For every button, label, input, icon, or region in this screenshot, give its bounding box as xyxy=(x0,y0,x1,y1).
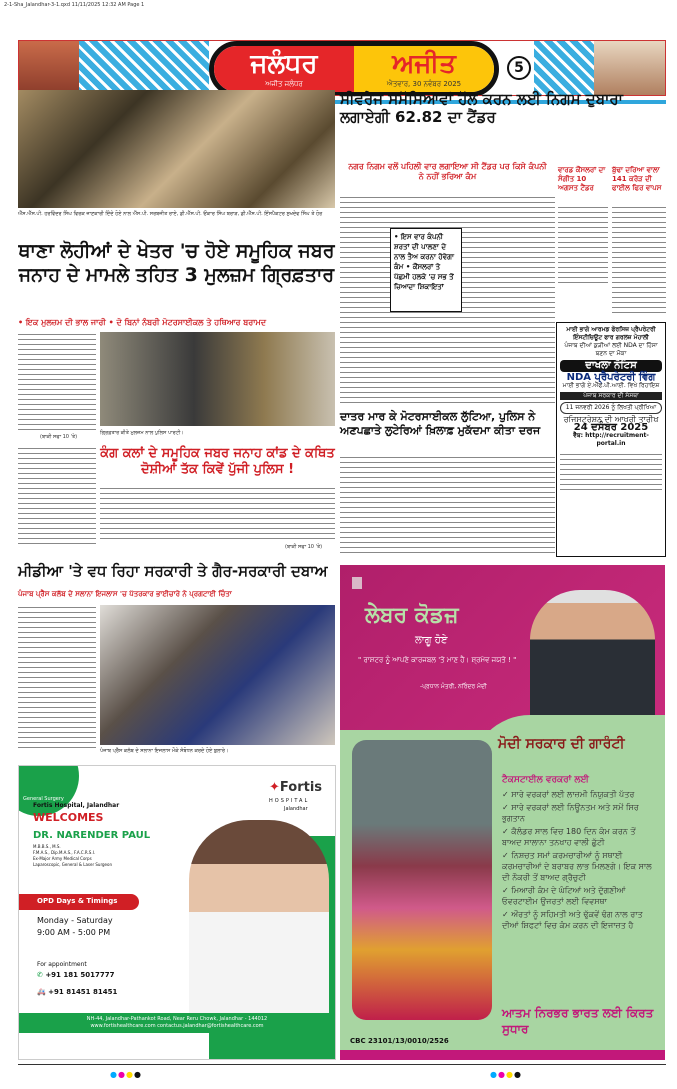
story7-photo-caption: ਪੰਜਾਬ ਪ੍ਰੈੱਸ ਕਲੱਬ ਦੇ ਸਲਾਨਾ ਇਜਲਾਸ ਮੌਕੇ ਸੰਬੋਧਨ ਕਰਦੇ ਹੋਏ ਬੁਲਾਰੇ। xyxy=(100,748,229,754)
story3-subhead: ਨਗਰ ਨਿਗਮ ਵਲੋਂ ਪਹਿਲੀ ਵਾਰ ਲਗਾਇਆ ਸੀ ਟੈਂਡਰ ਪਰ ਕਿਸੇ ਕੰਪਨੀ ਨੇ ਨਹੀਂ ਭਰਿਆ ਕੰਮ xyxy=(348,162,547,181)
masthead-edition: ਅਜੀਤ ਜਲੰਧਰ xyxy=(265,80,303,88)
story3-sidebar: • ਇਸ ਵਾਰ ਕੰਪਨੀ ਸ਼ਰਤਾਂ ਦੀ ਪਾਲਣਾ ਦੇ ਨਾਲ ਤੈਅ ਕਰਨਾ ਹੋਵੇਗਾ ਕੰਮ • ਕੌਂਸਲਰਾਂ ਤੇ ਪੱਛਮੀ ਹਲਕੇ 'ਚ ਸਭ ਤੋਂ ਜ਼ਿਆਦਾ ਸ਼ਿਕਾਇਤਾਂ xyxy=(390,228,462,312)
recruit-wing-sub: ਮਾਈ ਭਾਗੋ ਏ.ਐੱਫ.ਪੀ.ਆਈ. ਵਿਖੇ ਰਿਹਾਇਸ਼ xyxy=(562,382,660,389)
labour-point: ✓ ਮਿਆਰੀ ਕੰਮ ਦੇ ਘੰਟਿਆਂ ਅਤੇ ਦੁੱਗਣੀਆਂ ਓਵਰਟਾਈਮ ਉਜਰਤਾਂ ਲਈ ਵਿਵਸਥਾ xyxy=(502,886,626,906)
story6-headline: ਦਾਤਰ ਮਾਰ ਕੇ ਮੋਟਰਸਾਈਕਲ ਲੁੱਟਿਆ, ਪੁਲਿਸ ਨੇ ਅਣਪਛਾਤੇ ਲੁਟੇਰਿਆਂ ਖ਼ਿਲਾਫ਼ ਮੁਕੱਦਮਾ ਕੀਤਾ ਦਰਜ xyxy=(340,410,541,437)
phone-1[interactable] xyxy=(37,971,115,979)
fortis-web[interactable]: www.fortishealthcare.com contactus.jalandhar@fortishealthcare.com xyxy=(90,1023,264,1029)
story4-headline: ਵਾਰਡ ਕੌਂਸਲਰਾਂ ਦਾ ਸੰਗੀਤ 10 ਅਗਸਤ ਟੈਂਡਰ xyxy=(558,166,606,192)
emblem-icon xyxy=(352,577,362,589)
story7-headline: ਮੀਡੀਆ 'ਤੇ ਵਧ ਰਿਹਾ ਸਰਕਾਰੀ ਤੇ ਗੈਰ-ਸਰਕਾਰੀ ਦਬਾਅ xyxy=(18,562,328,580)
recruit-govt: ਪੰਜਾਬ ਸਰਕਾਰ ਦੀ ਸੰਸਥਾ xyxy=(560,392,662,400)
ambulance-icon: 🚑 xyxy=(37,988,49,996)
masthead-pattern xyxy=(534,41,594,95)
labour-point-text: ਸਾਰੇ ਵਰਕਰਾਂ ਲਈ ਨਿਊਨਤਮ ਅਤੇ ਸਮੇਂ ਸਿਰ ਭੁਗਤਾਨ xyxy=(502,803,639,823)
recruit-tagline: ਪੰਜਾਬ ਦੀਆਂ ਕੁੜੀਆਂ ਲਈ NDA ਦਾ ਹਿੱਸਾ ਬਣਨ ਦਾ ਮੌਕਾ xyxy=(564,342,658,357)
fortis-footer xyxy=(19,1013,335,1033)
story2-continued: (ਬਾਕੀ ਸਫਾ 10 'ਤੇ) xyxy=(285,544,323,550)
labour-slogan: ਆਤਮ ਨਿਰਭਰ ਭਾਰਤ ਲਈ ਕਿਰਤ ਸੁਧਾਰ xyxy=(502,1006,654,1036)
story3-headline: ਸੀਵਰੇਜ ਸਮੱਸਿਆਵਾਂ ਹੱਲ ਕਰਨ ਲਈ ਨਿਗਮ ਦੁਬਾਰਾ ਲਗਾਏਗੀ 62.82 ਦਾ ਟੈਂਡਰ xyxy=(340,90,623,126)
whatsapp-icon: ✆ xyxy=(37,971,46,979)
story1-headline: ਥਾਣਾ ਲੋਹੀਆਂ ਦੇ ਖੇਤਰ 'ਚ ਹੋਏ ਸਮੂਹਿਕ ਜਬਰ ਜਨਾਹ ਦੇ ਮਾਮਲੇ ਤਹਿਤ 3 ਮੁਲਜ਼ਮ ਗ੍ਰਿਫ਼ਤਾਰ xyxy=(18,240,335,286)
story1-continued: (ਬਾਕੀ ਸਫਾ 10 'ਤੇ) xyxy=(40,434,78,440)
story1-body-cont xyxy=(18,446,96,546)
labour-points xyxy=(502,789,657,933)
labour-ad-title: ਲੇਬਰ ਕੋਡਜ਼ xyxy=(365,603,459,628)
labour-point: ✓ ਕੈਲੰਡਰ ਸਾਲ ਵਿਚ 180 ਦਿਨ ਕੰਮ ਕਰਨ ਤੋਂ ਬਾਅਦ ਸਾਲਾਨਾ ਤਨਖਾਹ ਵਾਲੀ ਛੁੱਟੀ xyxy=(502,827,636,847)
labour-point: ✓ ਔਰਤਾਂ ਨੂੰ ਸਹਿਮਤੀ ਅਤੇ ਢੁੱਕਵੇਂ ਢੰਗ ਨਾਲ ਰਾਤ ਦੀਆਂ ਸ਼ਿਫਟਾਂ ਵਿਚ ਕੰਮ ਕਰਨ ਦੀ ਇਜਾਜ਼ਤ ਹੈ xyxy=(502,910,643,930)
labour-point-text: ਔਰਤਾਂ ਨੂੰ ਸਹਿਮਤੀ ਅਤੇ ਢੁੱਕਵੇਂ ਢੰਗ ਨਾਲ ਰਾਤ ਦੀਆਂ ਸ਼ਿਫਟਾਂ ਵਿਚ ਕੰਮ ਕਰਨ ਦੀ ਇਜਾਜ਼ਤ ਹੈ xyxy=(502,910,643,930)
fortis-brand: Fortis xyxy=(279,780,323,795)
opd-label: OPD Days & Timings xyxy=(19,894,139,910)
fortis-brand-sub: HOSPITAL xyxy=(269,798,310,804)
story1-photo-caption: ਗ੍ਰਿਫ਼ਤਾਰ ਕੀਤੇ ਮੁਲਜ਼ਮ ਨਾਲ ਪੁਲਿਸ ਪਾਰਟੀ। xyxy=(100,430,184,436)
labour-point-text: ਕੈਲੰਡਰ ਸਾਲ ਵਿਚ 180 ਦਿਨ ਕੰਮ ਕਰਨ ਤੋਂ ਬਾਅਦ ਸਾਲਾਨਾ ਤਨਖਾਹ ਵਾਲੀ ਛੁੱਟੀ xyxy=(502,827,636,847)
recruit-fineprint xyxy=(560,452,662,492)
labour-footer-bar xyxy=(340,1050,665,1060)
opd-days: Monday - Saturday xyxy=(37,916,113,925)
color-registration-marks: ●●●● xyxy=(490,1070,522,1079)
phone-2[interactable] xyxy=(37,988,117,996)
fortis-ad xyxy=(18,765,336,1060)
recruit-notice: ਦਾਖਲਾ ਨੋਟਿਸ xyxy=(560,360,662,372)
masthead-title-right: ਅਜੀਤ xyxy=(392,49,456,79)
story7-photo xyxy=(100,605,335,745)
labour-ad-quote: " ਰਾਸ਼ਟਰ ਨੂੰ ਆਪਣੇ ਕਾਰਜਬਲ 'ਤੇ ਮਾਣ ਹੈ। ਸ਼੍ਰਮੇਵ ਜਯਤੇ ! " xyxy=(358,656,517,664)
story1-subhead: • ਇਕ ਮੁਲਜ਼ਮ ਦੀ ਭਾਲ ਜਾਰੀ • ਦੋ ਬਿਨਾਂ ਨੰਬਰੀ ਮੋਟਰਸਾਈਕਲ ਤੇ ਹਥਿਆਰ ਬਰਾਮਦ xyxy=(18,318,267,327)
fortis-logo: ✦Fortis xyxy=(269,780,323,795)
recruit-last-date: 24 ਦਸੰਬਰ 2025 xyxy=(573,422,649,433)
fortis-address: NH-44, Jalandhar-Pathankot Road, Near Reru Chowk, Jalandhar - 144012 xyxy=(86,1016,268,1022)
recruit-exam: 11 ਜਨਵਰੀ 2026 ਨੂੰ ਲਿਖਤੀ ਪ੍ਰੀਖਿਆ xyxy=(560,402,662,414)
labour-cbc-code: CBC 23101/13/0010/2526 xyxy=(350,1037,449,1045)
story2-body xyxy=(100,486,335,542)
story1-arrest-photo xyxy=(100,332,335,426)
story7-subhead: ਪੰਜਾਬ ਪ੍ਰੈੱਸ ਕਲੱਬ ਦੇ ਸਲਾਨਾ ਇਜਲਾਸ 'ਚ ਪੱਤਰਕਾਰ ਭਾਈਚਾਰੇ ਨੇ ਪ੍ਰਗਟਾਈ ਚਿੰਤਾ xyxy=(18,590,232,598)
degree: Laparoscopic, General & Laser Surgeon xyxy=(33,862,112,867)
labour-point: ✓ ਨਿਸ਼ਚਤ ਸਮਾਂ ਕਰਮਚਾਰੀਆਂ ਨੂੰ ਸਥਾਈ ਕਰਮਚਾਰੀਆਂ ਦੇ ਬਰਾਬਰ ਲਾਭ ਮਿਲਣਗੇ। ਇਕ ਸਾਲ ਦੀ ਨੌਕਰੀ ਤੋਂ ਬਾਅਦ ਗ੍ਰੈਚੁਟੀ xyxy=(502,851,652,882)
masthead-photo-left xyxy=(19,41,79,95)
doctor-photo xyxy=(189,820,329,1020)
labour-guarantee: ਮੋਦੀ ਸਰਕਾਰ ਦੀ ਗਾਰੰਟੀ xyxy=(498,736,625,752)
degree: F.M.A.S., Dip.M.A.S., F.A.C.R.S.I. xyxy=(33,850,96,855)
story1-body xyxy=(18,332,96,432)
recruit-last-date-label: ਰਜਿਸਟ੍ਰੇਸ਼ਨ ਦੀ ਆਖਰੀ ਤਾਰੀਖ xyxy=(563,415,659,424)
labour-point-text: ਨਿਸ਼ਚਤ ਸਮਾਂ ਕਰਮਚਾਰੀਆਂ ਨੂੰ ਸਥਾਈ ਕਰਮਚਾਰੀਆਂ ਦੇ ਬਰਾਬਰ ਲਾਭ ਮਿਲਣਗੇ। ਇਕ ਸਾਲ ਦੀ ਨੌਕਰੀ ਤੋਂ ਬਾਅਦ ਗ੍ਰੈਚੁਟੀ xyxy=(502,851,652,882)
story5-body xyxy=(612,205,666,315)
phone-1-text: +91 181 5017777 xyxy=(45,971,115,979)
story6-body xyxy=(340,455,555,553)
story1-photo xyxy=(18,90,335,208)
story4-body xyxy=(558,205,608,285)
labour-codes-ad xyxy=(340,565,665,1060)
masthead-pattern xyxy=(79,41,209,95)
masthead-logo xyxy=(209,41,499,96)
page-bottom-rule xyxy=(18,1064,666,1065)
labour-ad-subtitle: ਲਾਗੂ ਹੋਏ xyxy=(415,635,448,646)
labour-ad-quote-by: -ਪ੍ਰਧਾਨ ਮੰਤਰੀ, ਨਰਿੰਦਰ ਮੋਦੀ xyxy=(420,683,487,690)
pm-photo xyxy=(530,590,655,720)
story1-caption: ਐੱਸ.ਐੱਸ.ਪੀ. ਹਰਵਿੰਦਰ ਸਿੰਘ ਵਿਰਕ ਜਾਣਕਾਰੀ ਦਿੰਦੇ ਹੋਏ ਨਾਲ ਐੱਸ.ਪੀ. ਸਰਬਜੀਤ ਰਾਏ, ਡੀ.ਐੱਸ.ਪੀ. ਓਂਕਾਰ ਸਿੰਘ ਬਰਾੜ, ਡੀ.ਐੱਸ.ਪੀ. ਇੰਸਪੈਕਟਰ ਸੁਖਦੇਵ ਸਿੰਘ ਤੇ ਹੋਰ xyxy=(18,211,323,217)
masthead xyxy=(18,40,666,96)
fortis-brand-city: Jalandhar xyxy=(284,806,308,812)
labour-point: ✓ ਸਾਰੇ ਵਰਕਰਾਂ ਲਈ ਲਾਜ਼ਮੀ ਨਿਯੁਕਤੀ ਪੱਤਰ xyxy=(502,790,635,799)
appointment-label: For appointment xyxy=(37,961,87,968)
labour-for-whom: ਟੈਕਸਟਾਈਲ ਵਰਕਰਾਂ ਲਈ xyxy=(502,775,589,785)
fortis-intro: Fortis Hospital, Jalandhar xyxy=(33,802,120,809)
doctor-degrees xyxy=(33,844,112,868)
fortis-welcomes: WELCOMES xyxy=(33,811,104,824)
labour-point-text: ਸਾਰੇ ਵਰਕਰਾਂ ਲਈ ਲਾਜ਼ਮੀ ਨਿਯੁਕਤੀ ਪੱਤਰ xyxy=(511,790,635,799)
recruit-url[interactable]: ਵੈੱਬ: http://recruitment-portal.in xyxy=(573,432,649,447)
story7-body xyxy=(18,605,96,750)
recruitment-ad xyxy=(556,322,666,557)
degree: Ex-Major Army Medical Corps xyxy=(33,856,92,861)
opd-hours: 9:00 AM - 5:00 PM xyxy=(37,928,111,937)
recruit-org: ਮਾਈ ਭਾਗੋ ਆਰਮਡ ਫੋਰਸਿਜ਼ ਪ੍ਰੈਪਰੇਟਰੀ ਇੰਸਟੀਚਿਊਟ ਫਾਰ ਗਰਲਜ਼ ਮੋਹਾਲੀ xyxy=(566,326,656,341)
page-number: 5 xyxy=(507,56,531,80)
fortis-badge: General Surgery xyxy=(23,796,64,802)
masthead-title-left: ਜਲੰਧਰ xyxy=(250,49,318,79)
recruit-wing: NDA ਪ੍ਰੈਪਰੇਟਰੀ ਵਿੰਗ xyxy=(566,372,656,383)
textile-photo xyxy=(352,740,492,1020)
print-slug: 2-1-Sha_Jalandhar-3-1.qxd 11/11/2025 12:32 AM Page 1 xyxy=(4,2,145,8)
masthead-date: ਐਤਵਾਰ, 30 ਨਵੰਬਰ 2025 xyxy=(386,80,462,88)
degree: M.B.B.S., M.S. xyxy=(33,844,61,849)
phone-2-text: +91 81451 81451 xyxy=(48,988,118,996)
story2-headline: ਕੰਗ ਕਲਾਂ ਦੇ ਸਮੂਹਿਕ ਜਬਰ ਜਨਾਹ ਕਾਂਡ ਦੇ ਕਥਿਤ ਦੋਸ਼ੀਆਂ ਤੱਕ ਕਿਵੇਂ ਪੁੱਜੀ ਪੁਲਿਸ ! xyxy=(100,446,335,478)
labour-point: ✓ ਸਾਰੇ ਵਰਕਰਾਂ ਲਈ ਨਿਊਨਤਮ ਅਤੇ ਸਮੇਂ ਸਿਰ ਭੁਗਤਾਨ xyxy=(502,803,639,823)
labour-point-text: ਮਿਆਰੀ ਕੰਮ ਦੇ ਘੰਟਿਆਂ ਅਤੇ ਦੁੱਗਣੀਆਂ ਓਵਰਟਾਈਮ ਉਜਰਤਾਂ ਲਈ ਵਿਵਸਥਾ xyxy=(502,886,626,906)
story5-headline: ਬੁੱਢਾ ਦਰਿਆ ਵਾਲਾ 141 ਕਰੋੜ ਦੀ ਫਾਈਲ ਫਿਰ ਵਾਪਸ xyxy=(612,166,662,192)
color-registration-marks: ●●●● xyxy=(110,1070,142,1079)
doctor-name: DR. NARENDER PAUL xyxy=(33,830,151,841)
masthead-photo-right xyxy=(594,41,666,95)
